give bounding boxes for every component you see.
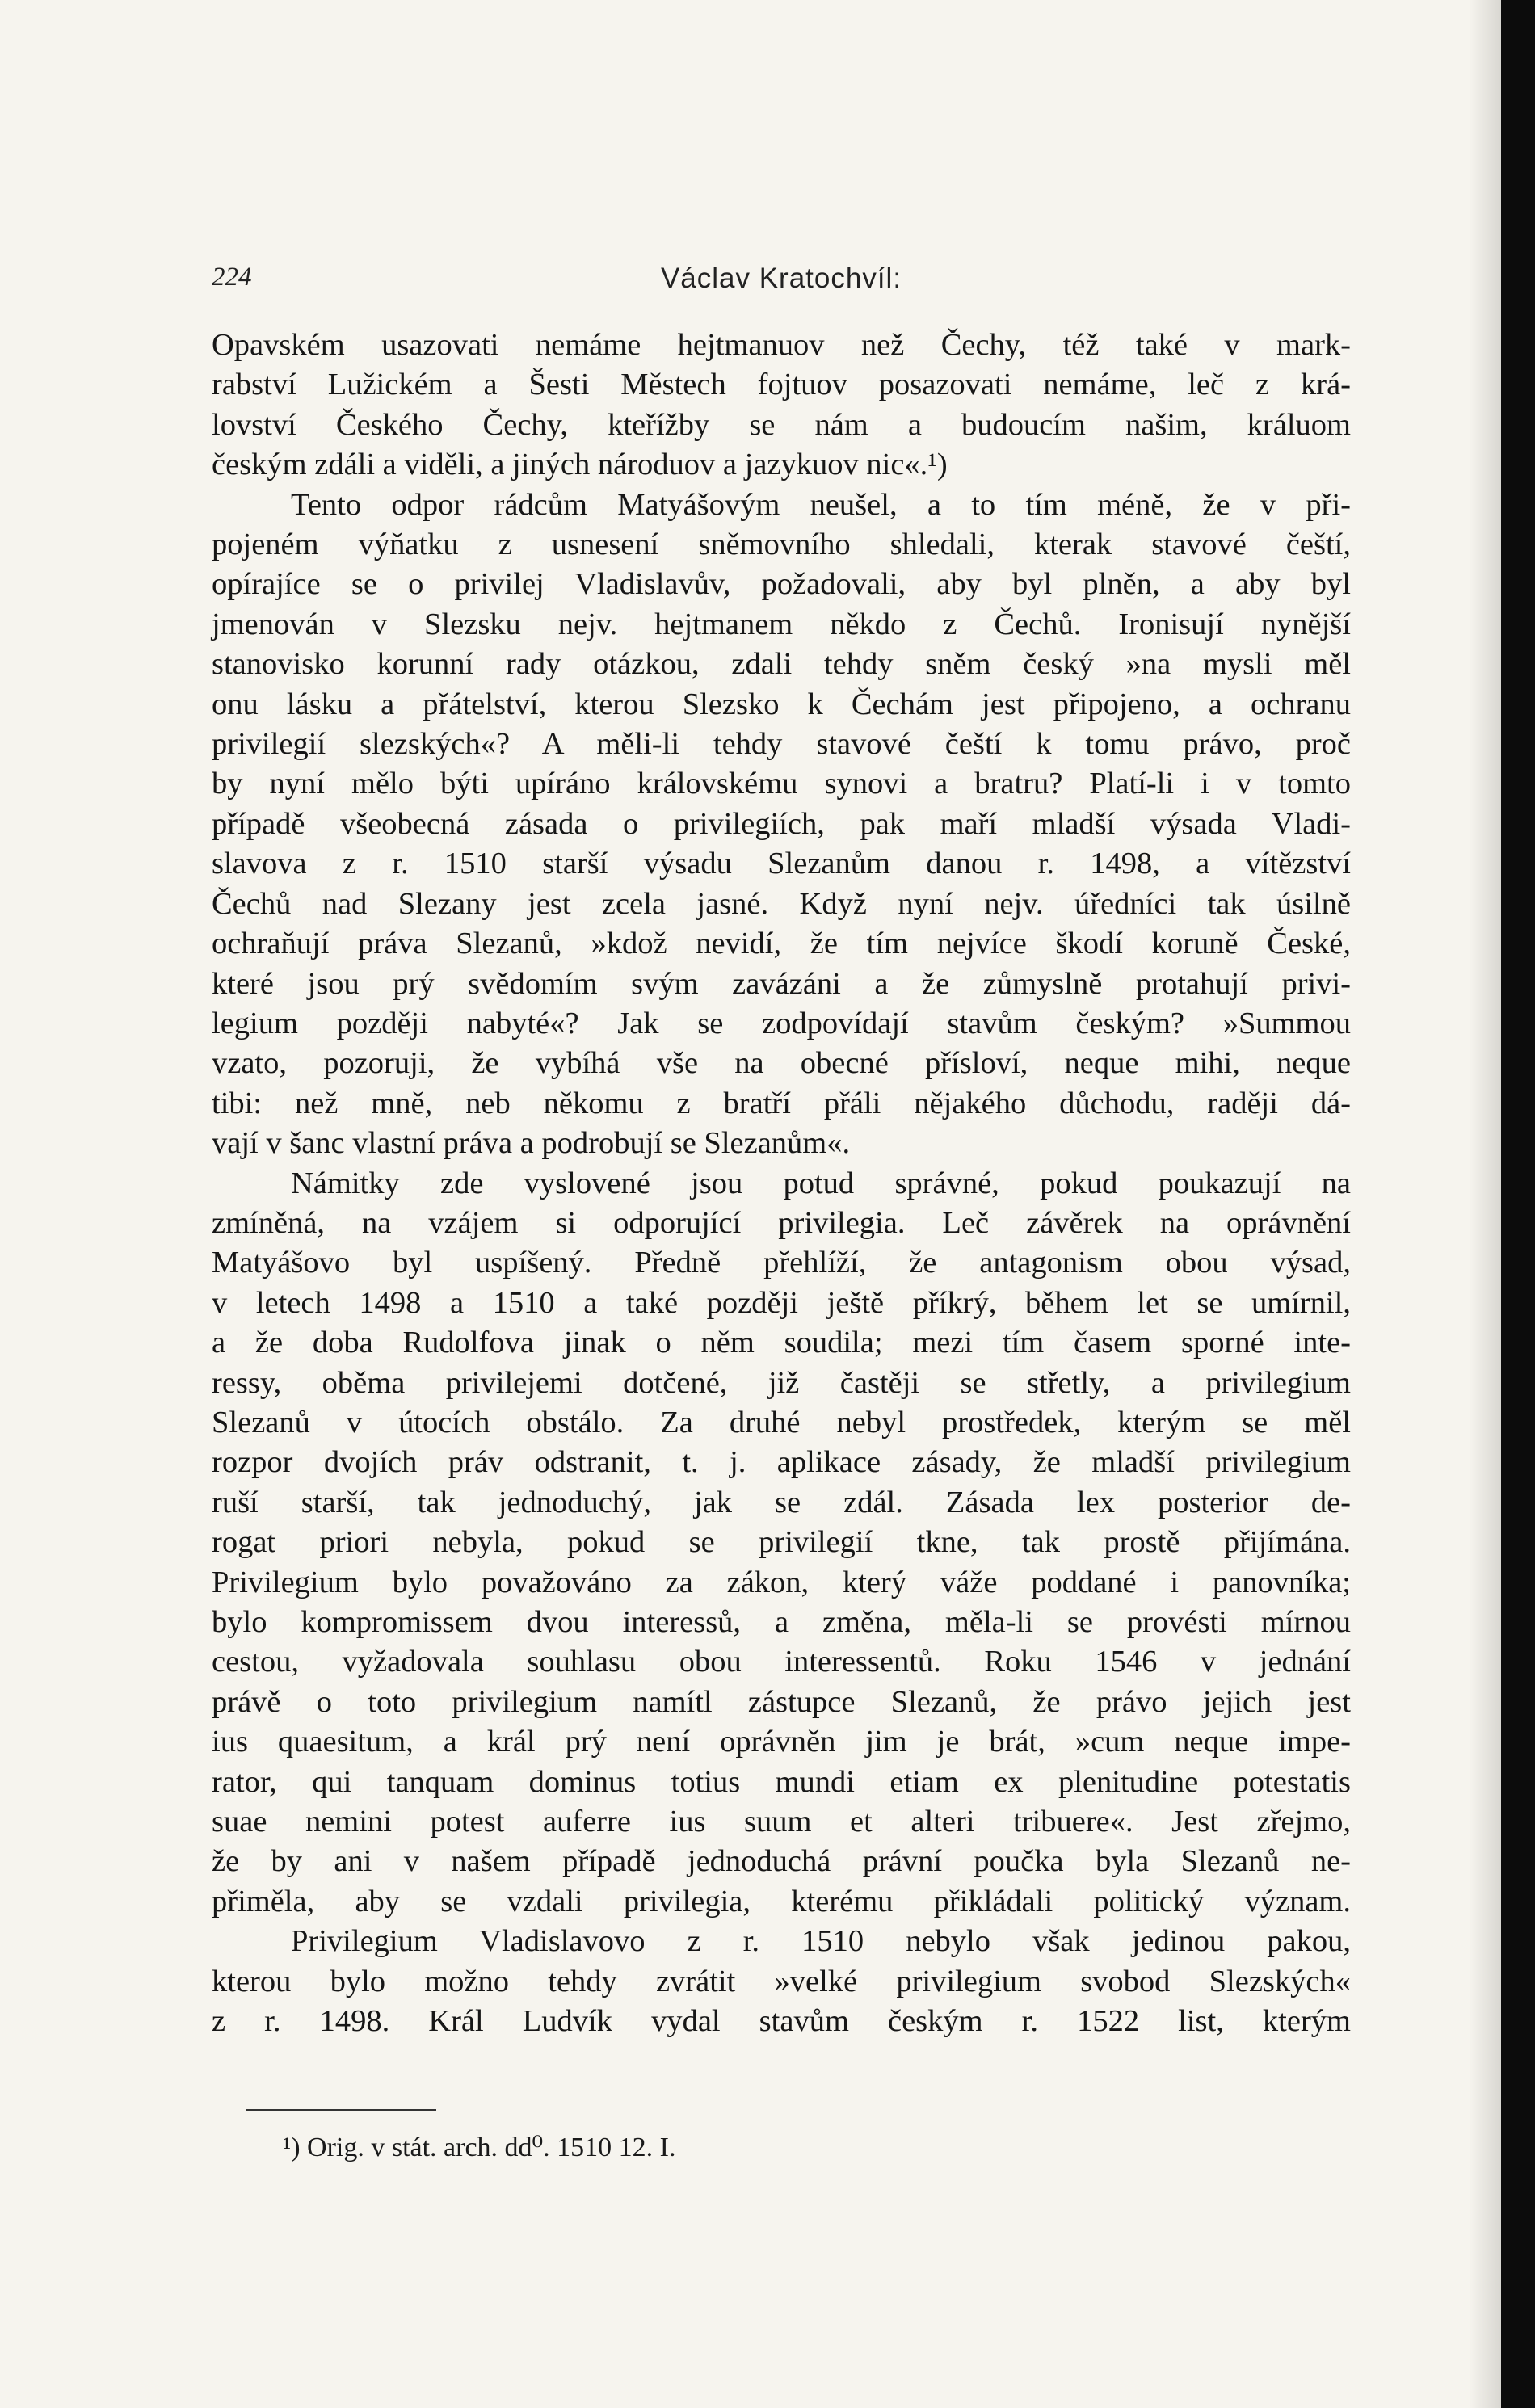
text-line: privilegií slezských«? A měli-li tehdy stavové čeští k tomu právo, proč <box>212 727 1351 762</box>
text-line: případě všeobecná zásada o privilegiích, pak maří mladší výsada Vladi- <box>212 806 1351 841</box>
text-line: že by ani v našem případě jednoduchá právní poučka byla Slezanů ne- <box>212 1844 1351 1879</box>
page-number: 224 <box>212 263 252 292</box>
text-line: lovství Českého Čechy, kteřížby se nám a budoucím našim, králuom <box>212 407 1351 442</box>
text-line: Námitky zde vyslovené jsou potud správné, pokud poukazují na <box>291 1166 1351 1200</box>
body-text <box>212 326 1351 2041</box>
text-line: rator, qui tanquam dominus totius mundi etiam ex plenitudine potestatis <box>212 1764 1351 1799</box>
text-line: ius quaesitum, a král prý není oprávněn jim je brát, »cum neque impe- <box>212 1725 1351 1759</box>
text-line: přiměla, aby se vzdali privilegia, kterému přikládali politický význam. <box>212 1884 1351 1918</box>
text-line: Privilegium bylo považováno za zákon, který váže poddané i panovníka; <box>212 1565 1351 1599</box>
text-line: by nyní mělo býti upíráno královskému synovi a bratru? Platí-li i v tomto <box>212 767 1351 801</box>
text-line: Privilegium Vladislavovo z r. 1510 nebylo však jedinou pakou, <box>291 1924 1351 1959</box>
text-line: onu lásku a přátelství, kterou Slezsko k Čechám jest připojeno, a ochranu <box>212 687 1351 721</box>
text-line: slavova z r. 1510 starší výsadu Slezanům danou r. 1498, a vítězství <box>212 847 1351 881</box>
text-line: Čechů nad Slezany jest zcela jasné. Když nyní nejv. úředníci tak úsilně <box>212 886 1351 921</box>
text-line: rozpor dvojích práv odstranit, t. j. aplikace zásady, že mladší privilegium <box>212 1445 1351 1480</box>
footnote <box>283 2131 676 2163</box>
footnote-marker: ¹) <box>283 2133 301 2162</box>
text-line: suae nemini potest auferre ius suum et alteri tribuere«. Jest zřejmo, <box>212 1805 1351 1839</box>
text-line: právě o toto privilegium namítl zástupce Slezanů, že právo jejich jest <box>212 1684 1351 1719</box>
text-line: Matyášovo byl uspíšený. Předně přehlíží, že antagonism obou výsad, <box>212 1246 1351 1280</box>
text-line: kterou bylo možno tehdy zvrátit »velké privilegium svobod Slezských« <box>212 1964 1351 1998</box>
text-line: cestou, vyžadovala souhlasu obou interessentů. Roku 1546 v jednání <box>212 1645 1351 1679</box>
text-line: v letech 1498 a 1510 a také později ještě příkrý, během let se umírnil, <box>212 1285 1351 1320</box>
text-line: a že doba Rudolfova jinak o něm soudila; mezi tím časem sporné inte- <box>212 1326 1351 1360</box>
text-line: ruší starší, tak jednoduchý, jak se zdál. Zásada lex posterior de- <box>212 1485 1351 1519</box>
text-line: bylo kompromissem dvou interessů, a změna, měla-li se provésti mírnou <box>212 1605 1351 1639</box>
text-line: pojeném výňatku z usnesení sněmovního shledali, kterak stavové čeští, <box>212 527 1351 562</box>
footnote-rule <box>246 2109 436 2111</box>
page-header <box>212 263 1351 311</box>
text-line: zmíněná, na vzájem si odporující privilegia. Leč závěrek na oprávnění <box>212 1205 1351 1240</box>
text-line: českým zdáli a viděli, a jiných národuov a jazykuov nic«.¹) <box>212 448 948 482</box>
text-line: vají v šanc vlastní práva a podrobují se Slezanům«. <box>212 1126 851 1161</box>
footnote-text: Orig. v stát. arch. dd⁰. 1510 12. I. <box>307 2133 676 2162</box>
text-line: ressy, oběma privilejemi dotčené, již častěji se střetly, a privilegium <box>212 1365 1351 1400</box>
text-line: ochraňují práva Slezanů, »kdož nevidí, že tím nejvíce škodí koruně České, <box>212 927 1351 961</box>
text-line: opírajíce se o privilej Vladislavův, požadovali, aby byl plněn, a aby byl <box>212 567 1351 602</box>
text-line: Tento odpor rádcům Matyášovým neušel, a to tím méně, že v při- <box>291 487 1351 522</box>
page-edge-shadow <box>1469 0 1501 2408</box>
text-line: rogat priori nebyla, pokud se privilegií tkne, tak prostě přijímána. <box>212 1525 1351 1560</box>
text-line: stanovisko korunní rady otázkou, zdali tehdy sněm český »na mysli měl <box>212 647 1351 682</box>
text-line: vzato, pozoruji, že vybíhá vše na obecné přísloví, neque mihi, neque <box>212 1046 1351 1081</box>
text-line: rabství Lužickém a Šesti Městech fojtuov posazovati nemáme, leč z krá- <box>212 368 1351 402</box>
text-line: tibi: než mně, neb někomu z bratří přáli nějakého důchodu, raději dá- <box>212 1086 1351 1120</box>
running-title: Václav Kratochvíl: <box>660 263 902 294</box>
text-line: Opavském usazovati nemáme hejtmanuov než Čechy, též také v mark- <box>212 328 1351 362</box>
text-line: Slezanů v útocích obstálo. Za druhé nebyl prostředek, kterým se měl <box>212 1405 1351 1439</box>
text-line: legium později nabyté«? Jak se zodpovídají stavům českým? »Summou <box>212 1006 1351 1040</box>
text-line: které jsou prý svědomím svým zavázáni a že zůmyslně protahují privi- <box>212 966 1351 1001</box>
text-line: z r. 1498. Král Ludvík vydal stavům českým r. 1522 list, kterým <box>212 2004 1351 2039</box>
text-line: jmenován v Slezsku nejv. hejtmanem někdo z Čechů. Ironisují nynější <box>212 607 1351 641</box>
